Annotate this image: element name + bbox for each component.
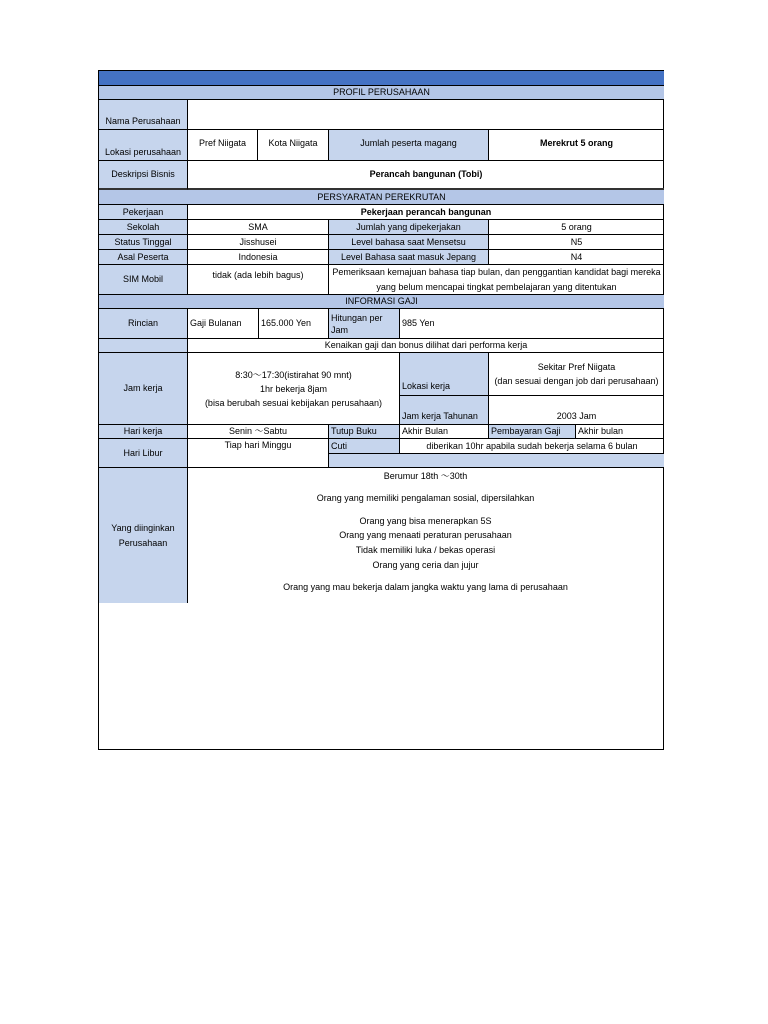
gaji-bulanan-label: Gaji Bulanan — [188, 309, 259, 339]
rincian-label: Rincian — [99, 309, 188, 339]
diinginkan-item-4: Orang yang menaati peraturan perusahaan — [339, 530, 512, 540]
lokasi-perusahaan-label: Lokasi perusahaan — [99, 130, 188, 161]
pekerjaan-label: Pekerjaan — [99, 205, 188, 220]
lokasi-kerja-line2: (dan sesuai dengan job dari perusahaan) — [494, 376, 659, 386]
section-header-profil: PROFIL PERUSAHAAN — [99, 86, 664, 100]
pembayaran-gaji-label: Pembayaran Gaji — [489, 425, 576, 439]
deskripsi-bisnis-value: Perancah bangunan (Tobi) — [188, 161, 664, 190]
deskripsi-bisnis-label: Deskripsi Bisnis — [99, 161, 188, 190]
diinginkan-label: Yang diinginkan Perusahaan — [99, 468, 188, 603]
lokasi-pref: Pref Niigata — [188, 130, 258, 161]
diinginkan-item-1: Berumur 18th ～30th — [383, 471, 468, 481]
jumlah-dipekerjakan-label: Jumlah yang dipekerjakan — [329, 220, 489, 235]
hari-kerja-value: Senin ～Sabtu — [188, 425, 329, 439]
cuti-label: Cuti — [329, 439, 400, 454]
jam-kerja-tahunan-value: 2003 Jam — [489, 396, 664, 425]
diinginkan-item-2: Orang yang memiliki pengalaman sosial, dipersilahkan — [316, 493, 535, 503]
diinginkan-item-7: Orang yang mau bekerja dalam jangka waktu yang lama di perusahaan — [283, 582, 568, 592]
asal-peserta-label: Asal Peserta — [99, 250, 188, 265]
lokasi-kota: Kota Niigata — [258, 130, 329, 161]
kenaikan-gaji-note: Kenaikan gaji dan bonus dilihat dari performa kerja — [188, 339, 664, 353]
jam-kerja-tahunan-label: Jam kerja Tahunan — [400, 396, 489, 425]
bahasa-jepang-label: Level Bahasa saat masuk Jepang — [329, 250, 489, 265]
bahasa-mensetsu-value: N5 — [489, 235, 664, 250]
jumlah-peserta-label: Jumlah peserta magang — [329, 130, 489, 161]
hari-libur-value: Tiap hari Minggu — [188, 439, 329, 468]
lokasi-kerja-line1: Sekitar Pref Niigata — [537, 362, 616, 372]
bahasa-jepang-value: N4 — [489, 250, 664, 265]
sim-mobil-label: SIM Mobil — [99, 265, 188, 295]
nama-perusahaan-label: Nama Perusahaan — [99, 100, 188, 130]
hari-kerja-label: Hari kerja — [99, 425, 188, 439]
pekerjaan-value: Pekerjaan perancah bangunan — [188, 205, 664, 220]
jam-kerja-label-text: Jam kerja — [123, 383, 163, 393]
section-header-gaji: INFORMASI GAJI — [99, 295, 664, 309]
nama-perusahaan-value — [188, 100, 664, 130]
jam-kerja-line3: (bisa berubah sesuai kebijakan perusahaan) — [204, 397, 383, 408]
asal-peserta-value: Indonesia — [188, 250, 329, 265]
tutup-buku-value: Akhir Bulan — [400, 425, 489, 439]
jumlah-peserta-value: Merekrut 5 orang — [489, 130, 664, 161]
lokasi-kerja-label: Lokasi kerja — [400, 353, 489, 396]
bahasa-mensetsu-label: Level bahasa saat Mensetsu — [329, 235, 489, 250]
cuti-value: diberikan 10hr apabila sudah bekerja selama 6 bulan — [400, 439, 664, 454]
hitungan-per-jam-label: Hitungan per Jam — [329, 309, 400, 339]
pembayaran-gaji-value: Akhir bulan — [576, 425, 664, 439]
diinginkan-list — [187, 468, 664, 603]
jam-kerja-line2: 1hr bekerja 8jam — [259, 383, 328, 394]
hari-libur-label: Hari Libur — [99, 439, 188, 468]
kenaikan-label-blank — [99, 339, 188, 353]
diinginkan-item-6: Orang yang ceria dan jujur — [372, 560, 479, 570]
jam-kerja-value — [188, 353, 400, 425]
diinginkan-item-3: Orang yang bisa menerapkan 5S — [359, 516, 492, 526]
sekolah-value: SMA — [188, 220, 329, 235]
status-tinggal-label: Status Tinggal — [99, 235, 188, 250]
sim-mobil-value: tidak (ada lebih bagus) — [188, 265, 329, 295]
company-profile-sheet — [98, 70, 664, 750]
status-tinggal-value: Jisshusei — [188, 235, 329, 250]
jam-kerja-line1: 8:30～17:30(istirahat 90 mnt) — [235, 369, 352, 380]
lokasi-kerja-value — [489, 353, 664, 396]
pemeriksaan-note: Pemeriksaan kemajuan bahasa tiap bulan, dan penggantian kandidat bagi mereka yang belum mencapai tingkat pembelajaran yang ditentukan — [329, 265, 664, 295]
jumlah-dipekerjakan-value: 5 orang — [489, 220, 664, 235]
section-header-persyaratan: PERSYARATAN PEREKRUTAN — [99, 190, 664, 205]
cuti-blank — [329, 454, 664, 468]
jam-kerja-label — [99, 353, 188, 425]
sekolah-label: Sekolah — [99, 220, 188, 235]
hitungan-per-jam-value: 985 Yen — [400, 309, 664, 339]
tutup-buku-label: Tutup Buku — [329, 425, 400, 439]
gaji-bulanan-value: 165.000 Yen — [259, 309, 329, 339]
diinginkan-item-5: Tidak memiliki luka / bekas operasi — [355, 545, 496, 555]
top-banner — [99, 71, 664, 86]
